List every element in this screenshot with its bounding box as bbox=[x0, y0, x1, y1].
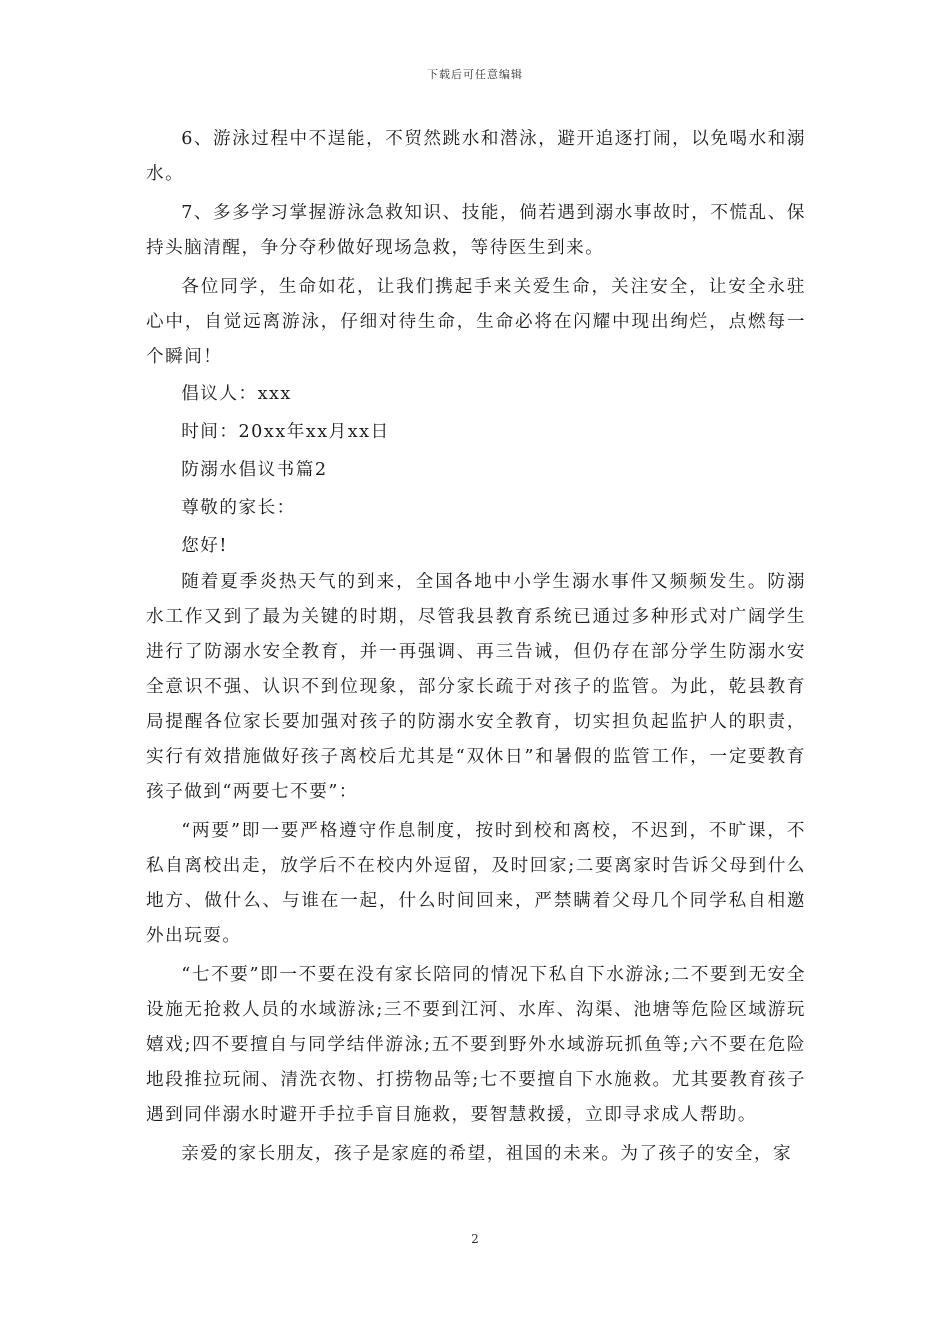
proposer-line: 倡议人：xxx bbox=[181, 384, 292, 404]
paragraph-seven-donts: “七不要”即一不要在没有家长陪同的情况下私自下水游泳;二不要到无安全设施无抢救人员的水域游泳;三不要到江河、水库、沟渠、池塘等危险区域游玩嬉戏;四不要擅自与同学结伴游泳;五不要到野外水域游玩抓鱼等;六不要在危险地段推拉玩闹、清洗衣物、打捞物品等;七不要擅自下水施救。尤其要教育孩子遇到同伴溺水时避开手拉手盲目施救，要智慧救援，立即寻求成人帮助。 bbox=[146, 965, 806, 1125]
paragraph-intro: 随着夏季炎热天气的到来，全国各地中小学生溺水事件又频频发生。防溺水工作又到了最为关键的时期，尽管我县教育系统已通过多种形式对广阔学生进行了防溺水安全教育，并一再强调、再三告诫，但仍存在部分学生防溺水安全意识不强、认识不到位现象，部分家长疏于对孩子的监管。为此，乾县教育局提醒各位家长要加强对孩子的防溺水安全教育，切实担负起监护人的职责，实行有效措施做好孩子离校后尤其是“双休日”和暑假的监管工作，一定要教育孩子做到“两要七不要”： bbox=[146, 572, 806, 802]
section-title: 防溺水倡议书篇2 bbox=[181, 460, 328, 480]
paragraph-final: 亲爱的家长朋友，孩子是家庭的希望，祖国的未来。为了孩子的安全，家 bbox=[181, 1144, 793, 1164]
page-header: 下载后可任意编辑 bbox=[427, 68, 523, 81]
paragraph-item-7: 7、多多学习掌握游泳急救知识、技能，倘若遇到溺水事故时，不慌乱、保持头脑清醒，争分夺秒做好现场急救，等待医生到来。 bbox=[146, 203, 806, 258]
document-body bbox=[146, 122, 806, 1172]
date-line: 时间：20xx年xx月xx日 bbox=[181, 422, 390, 442]
greeting: 您好! bbox=[181, 536, 228, 556]
paragraph-item-6: 6、游泳过程中不逞能，不贸然跳水和潜泳，避开追逐打闹，以免喝水和溺水。 bbox=[146, 129, 806, 184]
paragraph-closing: 各位同学，生命如花，让我们携起手来关爱生命，关注安全，让安全永驻心中，自觉远离游泳，仔细对待生命，生命必将在闪耀中现出绚烂，点燃每一个瞬间！ bbox=[146, 277, 806, 367]
paragraph-two-musts: “两要”即一要严格遵守作息制度，按时到校和离校，不迟到，不旷课，不私自离校出走，放学后不在校内外逗留，及时回家;二要离家时告诉父母到什么地方、做什么、与谁在一起，什么时间回来，严禁瞒着父母几个同学私自相邀外出玩耍。 bbox=[146, 821, 806, 946]
salutation: 尊敬的家长： bbox=[181, 498, 296, 518]
page-number: 2 bbox=[471, 1232, 479, 1246]
